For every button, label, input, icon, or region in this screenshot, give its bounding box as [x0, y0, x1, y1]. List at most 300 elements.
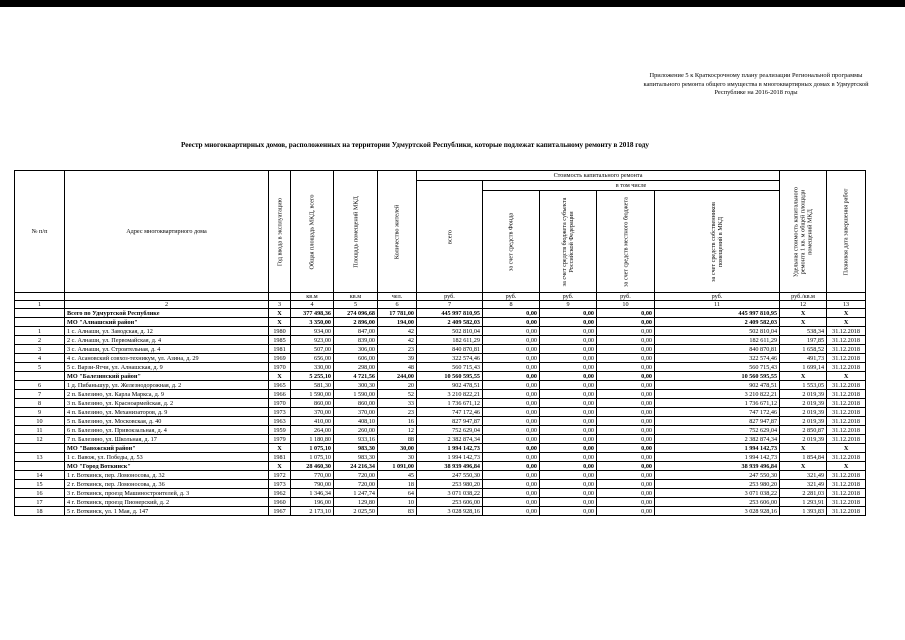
table-cell: 983,30 — [334, 453, 378, 462]
table-cell: 3 г. Воткинск, проезд Машиностроителей, д. 3 — [65, 489, 269, 498]
table-cell: 507,00 — [291, 345, 334, 354]
table-cell: 0,00 — [540, 354, 597, 363]
table-cell: 38 939 496,84 — [655, 462, 780, 471]
table-cell: X — [780, 462, 827, 471]
table-cell: 0,00 — [483, 354, 540, 363]
table-cell: 48 — [378, 363, 417, 372]
header-cost-group: Стоимость капитального ремонта — [417, 171, 780, 181]
table-row — [15, 498, 866, 507]
table-cell: 298,00 — [334, 363, 378, 372]
table-row — [15, 399, 866, 408]
table-cell: 0,00 — [597, 507, 655, 516]
table-cell: X — [269, 309, 291, 318]
table-cell: 0,00 — [483, 489, 540, 498]
unit-cell: чел. — [378, 293, 417, 301]
table-cell: 445 997 810,95 — [417, 309, 483, 318]
unit-cell: руб. — [655, 293, 780, 301]
table-cell: 0,00 — [540, 390, 597, 399]
table-cell: 4 п. Балезино, ул. Механизаторов, д. 9 — [65, 408, 269, 417]
table-cell: 31.12.2018 — [827, 417, 866, 426]
table-cell: 15 — [15, 480, 65, 489]
table-cell: 1985 — [269, 336, 291, 345]
table-cell: 11 — [15, 426, 65, 435]
table-cell: 0,00 — [540, 426, 597, 435]
table-cell: 253 980,20 — [655, 480, 780, 489]
table-row — [15, 489, 866, 498]
table-row — [15, 426, 866, 435]
header-owners: за счет средств собственников помещений в МКД — [655, 191, 780, 293]
table-row — [15, 417, 866, 426]
table-cell: 934,00 — [291, 327, 334, 336]
table-cell: 840 870,81 — [655, 345, 780, 354]
table-cell: 0,00 — [540, 498, 597, 507]
table-cell: 1 553,05 — [780, 381, 827, 390]
unit-cell — [15, 293, 65, 301]
table-cell: 2 — [15, 336, 65, 345]
table-cell: 0,00 — [540, 399, 597, 408]
table-cell: 0,00 — [597, 435, 655, 444]
table-cell: 1 699,14 — [780, 363, 827, 372]
table-cell: 0,00 — [483, 309, 540, 318]
table-cell: 370,00 — [334, 408, 378, 417]
table-cell: 606,00 — [334, 354, 378, 363]
table-cell: X — [827, 309, 866, 318]
table-cell — [15, 462, 65, 471]
table-cell — [15, 444, 65, 453]
table-cell: 2 с. Алнаши, ул. Первомайская, д. 4 — [65, 336, 269, 345]
table-cell: X — [269, 372, 291, 381]
table-cell: 3 071 038,22 — [417, 489, 483, 498]
table-cell: 322 574,46 — [655, 354, 780, 363]
table-cell: 8 — [15, 399, 65, 408]
table-cell: 6 п. Балезино, ул. Привокзальная, д. 4 — [65, 426, 269, 435]
header-year: Год ввода в эксплуатацию — [269, 171, 291, 293]
table-cell: МО "Балезинский район" — [65, 372, 269, 381]
table-cell: 1981 — [269, 345, 291, 354]
table-cell: 0,00 — [597, 480, 655, 489]
table-cell: 0,00 — [597, 363, 655, 372]
table-cell — [15, 309, 65, 318]
table-cell: 0,00 — [483, 507, 540, 516]
column-number-cell: 13 — [827, 301, 866, 309]
table-row — [15, 435, 866, 444]
table-cell: X — [780, 309, 827, 318]
table-cell: 0,00 — [597, 354, 655, 363]
table-cell: 31.12.2018 — [827, 408, 866, 417]
column-number-cell: 8 — [483, 301, 540, 309]
table-cell: 1 994 142,73 — [417, 453, 483, 462]
table-cell: 1 075,10 — [291, 453, 334, 462]
table-cell: 2 409 582,03 — [655, 318, 780, 327]
table-cell: 0,00 — [597, 444, 655, 453]
table-cell: 0,00 — [597, 336, 655, 345]
table-cell: X — [269, 444, 291, 453]
table-cell: 23 — [378, 345, 417, 354]
table-cell: 0,00 — [483, 435, 540, 444]
table-cell: 0,00 — [540, 417, 597, 426]
table-cell: 0,00 — [483, 453, 540, 462]
table-cell: 0,00 — [483, 336, 540, 345]
table-cell: 1 590,00 — [334, 390, 378, 399]
table-cell: 4 г. Воткинск, проезд Пионерский, д. 2 — [65, 498, 269, 507]
table-cell: 0,00 — [540, 309, 597, 318]
table-cell: 5 с. Варзи-Ятчи, ул. Алнашская, д. 9 — [65, 363, 269, 372]
table-cell: 0,00 — [597, 498, 655, 507]
table-cell: 0,00 — [483, 480, 540, 489]
table-cell: 253 980,20 — [417, 480, 483, 489]
table-cell: 933,16 — [334, 435, 378, 444]
table-cell: 1960 — [269, 498, 291, 507]
table-cell: 860,00 — [291, 399, 334, 408]
annex-note: Приложение 5 к Краткосрочному плану реализации Региональной программы капитального ремонта общего имущества в многоквартирных домах в Удмуртской Республике на 2016-2018 годы — [643, 72, 869, 97]
table-cell: 244,00 — [378, 372, 417, 381]
table-cell: 0,00 — [597, 309, 655, 318]
table-cell: 0,00 — [597, 345, 655, 354]
header-residents: Количество жителей — [378, 171, 417, 293]
table-cell: 274 096,68 — [334, 309, 378, 318]
unit-cell: кв.м — [291, 293, 334, 301]
table-cell: 1 994 142,73 — [417, 444, 483, 453]
unit-cell: руб. — [597, 293, 655, 301]
table-cell: 2 019,39 — [780, 435, 827, 444]
table-cell: 31.12.2018 — [827, 453, 866, 462]
table-cell: 4 с. Асановский совхоз-техникум, ул. Азина, д. 29 — [65, 354, 269, 363]
table-cell: 12 — [15, 435, 65, 444]
register-table — [14, 170, 866, 516]
table-cell: 0,00 — [597, 408, 655, 417]
table-cell: 31.12.2018 — [827, 471, 866, 480]
table-cell: 2 г. Воткинск, пер. Ломоносова, д. 36 — [65, 480, 269, 489]
table-cell: 42 — [378, 336, 417, 345]
table-cell: 182 611,29 — [655, 336, 780, 345]
table-cell: 33 — [378, 399, 417, 408]
table-cell: 0,00 — [597, 381, 655, 390]
table-cell: 752 629,04 — [655, 426, 780, 435]
unit-cell — [827, 293, 866, 301]
table-cell: 827 947,87 — [655, 417, 780, 426]
table-cell: 902 478,51 — [655, 381, 780, 390]
unit-cell: кв.м — [334, 293, 378, 301]
table-cell: 42 — [378, 327, 417, 336]
table-cell: 0,00 — [540, 462, 597, 471]
table-cell: 30 — [378, 453, 417, 462]
table-cell: 747 172,46 — [655, 408, 780, 417]
table-cell: 790,00 — [291, 480, 334, 489]
table-cell: X — [780, 318, 827, 327]
table-cell: 2 025,50 — [334, 507, 378, 516]
table-cell: 16 — [378, 417, 417, 426]
table-cell: 1962 — [269, 489, 291, 498]
table-cell: 39 — [378, 354, 417, 363]
table-cell: 2 019,39 — [780, 390, 827, 399]
table-cell: 330,00 — [291, 363, 334, 372]
table-cell: 88 — [378, 435, 417, 444]
table-cell: 0,00 — [483, 471, 540, 480]
table-cell: 581,30 — [291, 381, 334, 390]
header-deadline: Плановая дата завершения работ — [827, 171, 866, 293]
column-number-cell: 3 — [269, 301, 291, 309]
table-cell: 770,00 — [291, 471, 334, 480]
table-cell: 17 781,00 — [378, 309, 417, 318]
table-cell: 31.12.2018 — [827, 363, 866, 372]
table-cell: 17 — [15, 498, 65, 507]
table-cell: 840 870,81 — [417, 345, 483, 354]
table-cell: 306,00 — [334, 345, 378, 354]
municipality-row — [15, 462, 866, 471]
table-cell: 1965 — [269, 381, 291, 390]
table-cell: X — [780, 372, 827, 381]
table-row — [15, 345, 866, 354]
table-cell: 264,00 — [291, 426, 334, 435]
municipality-row — [15, 372, 866, 381]
table-cell: 1963 — [269, 417, 291, 426]
header-unit-cost: Удельная стоимость капитального ремонта 1 кв. м общей площади помещений МКД — [780, 171, 827, 293]
table-cell: 860,00 — [334, 399, 378, 408]
table-cell: 14 — [15, 471, 65, 480]
table-cell: 0,00 — [540, 408, 597, 417]
table-cell: 16 — [15, 489, 65, 498]
table-cell: 0,00 — [540, 480, 597, 489]
table-cell: 253 606,00 — [655, 498, 780, 507]
table-cell: 4 721,56 — [334, 372, 378, 381]
table-cell: 31.12.2018 — [827, 507, 866, 516]
table-cell: 1973 — [269, 408, 291, 417]
table-cell: 0,00 — [483, 444, 540, 453]
table-cell: 31.12.2018 — [827, 327, 866, 336]
table-cell: 0,00 — [540, 336, 597, 345]
table-cell: X — [827, 444, 866, 453]
table-row — [15, 480, 866, 489]
table-cell: X — [269, 462, 291, 471]
table-cell: 13 — [15, 453, 65, 462]
table-cell: 3 028 928,16 — [655, 507, 780, 516]
table-cell: 38 939 496,84 — [417, 462, 483, 471]
header-premises-area: Площадь помещений МКД — [334, 171, 378, 293]
table-cell: 560 715,43 — [655, 363, 780, 372]
table-cell: 3 028 928,16 — [417, 507, 483, 516]
table-cell: 0,00 — [540, 489, 597, 498]
table-row — [15, 327, 866, 336]
unit-cell — [65, 293, 269, 301]
table-cell: 247 550,30 — [655, 471, 780, 480]
column-number-cell: 2 — [65, 301, 269, 309]
table-cell: 194,00 — [378, 318, 417, 327]
table-cell: 2 409 582,03 — [417, 318, 483, 327]
table-cell: 0,00 — [540, 372, 597, 381]
table-cell: 20 — [378, 381, 417, 390]
column-number-cell: 10 — [597, 301, 655, 309]
units-row — [15, 293, 866, 301]
column-number-cell: 11 — [655, 301, 780, 309]
table-cell: X — [827, 462, 866, 471]
table-row — [15, 381, 866, 390]
municipality-row — [15, 318, 866, 327]
table-cell: 1 854,84 — [780, 453, 827, 462]
table-cell: 321,49 — [780, 480, 827, 489]
table-cell: 0,00 — [597, 318, 655, 327]
table-cell: 370,00 — [291, 408, 334, 417]
table-cell: 0,00 — [540, 507, 597, 516]
table-cell — [15, 372, 65, 381]
table-cell: 5 п. Балезино, ул. Московская, д. 40 — [65, 417, 269, 426]
table-cell: 1 091,00 — [378, 462, 417, 471]
table-cell: 1 994 142,73 — [655, 444, 780, 453]
unit-cell — [269, 293, 291, 301]
table-cell: 747 172,46 — [417, 408, 483, 417]
table-cell: 2 281,03 — [780, 489, 827, 498]
header-local-budget: за счет средств местного бюджета — [597, 191, 655, 293]
table-cell: X — [827, 318, 866, 327]
table-cell: 24 216,34 — [334, 462, 378, 471]
table-cell: 1 293,91 — [780, 498, 827, 507]
table-cell: 2 382 874,34 — [417, 435, 483, 444]
table-cell: 2 173,10 — [291, 507, 334, 516]
table-cell: 31.12.2018 — [827, 345, 866, 354]
table-cell: 0,00 — [540, 318, 597, 327]
unit-cell: руб. — [540, 293, 597, 301]
document-title: Реестр многоквартирных домов, расположенных на территории Удмуртской Республики, которые подлежат капитальному ремонту в 2018 году — [180, 141, 650, 149]
table-cell: 31.12.2018 — [827, 354, 866, 363]
table-cell: 0,00 — [483, 498, 540, 507]
table-cell: 1973 — [269, 480, 291, 489]
table-row — [15, 408, 866, 417]
table-row — [15, 354, 866, 363]
table-row — [15, 390, 866, 399]
table-cell: 1959 — [269, 426, 291, 435]
table-cell: 18 — [378, 480, 417, 489]
header-num: № п/п — [15, 171, 65, 293]
table-cell: 1 346,34 — [291, 489, 334, 498]
table-cell: 1 с. Алнаши, ул. Заводская, д. 12 — [65, 327, 269, 336]
column-numbers-row — [15, 301, 866, 309]
table-cell: 0,00 — [540, 381, 597, 390]
table-cell: 31.12.2018 — [827, 390, 866, 399]
table-cell: 1966 — [269, 390, 291, 399]
table-cell: 1 д. Пибаньшур, ул. Железнодорожная, д. 2 — [65, 381, 269, 390]
table-cell: 31.12.2018 — [827, 489, 866, 498]
table-cell: 0,00 — [483, 381, 540, 390]
table-cell: 2 019,39 — [780, 408, 827, 417]
table-cell: 31.12.2018 — [827, 426, 866, 435]
scan-top-edge — [0, 0, 905, 7]
table-cell: 0,00 — [483, 345, 540, 354]
table-cell: 408,10 — [334, 417, 378, 426]
table-cell: МО "Вавожский район" — [65, 444, 269, 453]
table-cell: 7 п. Балезино, ул. Школьная, д. 17 — [65, 435, 269, 444]
column-number-cell: 12 — [780, 301, 827, 309]
table-cell: 7 — [15, 390, 65, 399]
table-cell: 0,00 — [597, 426, 655, 435]
table-cell: 10 560 595,55 — [655, 372, 780, 381]
table-cell: 0,00 — [597, 462, 655, 471]
column-number-cell: 1 — [15, 301, 65, 309]
table-cell: 0,00 — [540, 345, 597, 354]
table-cell: 0,00 — [483, 363, 540, 372]
table-cell: 656,00 — [291, 354, 334, 363]
table-cell: 1 590,00 — [291, 390, 334, 399]
table-cell: X — [269, 318, 291, 327]
table-cell: 6 — [15, 381, 65, 390]
table-cell: МО "Алнашский район" — [65, 318, 269, 327]
table-cell: 2 850,87 — [780, 426, 827, 435]
table-cell: Всего по Удмуртской Республике — [65, 309, 269, 318]
table-cell: 491,73 — [780, 354, 827, 363]
table-cell: 1 994 142,73 — [655, 453, 780, 462]
table-cell: 182 611,29 — [417, 336, 483, 345]
table-cell: 2 019,39 — [780, 417, 827, 426]
unit-cell: руб. — [483, 293, 540, 301]
column-number-cell: 4 — [291, 301, 334, 309]
table-cell: 0,00 — [483, 408, 540, 417]
table-cell: 1 075,10 — [291, 444, 334, 453]
table-cell: 502 810,04 — [655, 327, 780, 336]
table-cell: X — [827, 372, 866, 381]
table-cell: 10 — [15, 417, 65, 426]
table-cell: 0,00 — [540, 435, 597, 444]
table-cell: 83 — [378, 507, 417, 516]
header-total-area: Общая площадь МКД, всего — [291, 171, 334, 293]
table-cell: 247 550,30 — [417, 471, 483, 480]
table-cell: 12 — [378, 426, 417, 435]
table-cell: 923,00 — [291, 336, 334, 345]
table-cell: 4 — [15, 354, 65, 363]
table-cell: 2 п. Балезино, ул. Карла Маркса, д. 9 — [65, 390, 269, 399]
table-cell: 0,00 — [483, 462, 540, 471]
column-number-cell: 7 — [417, 301, 483, 309]
table-cell: 10 560 595,55 — [417, 372, 483, 381]
table-cell: 0,00 — [483, 327, 540, 336]
table-cell: 52 — [378, 390, 417, 399]
table-cell: 983,30 — [334, 444, 378, 453]
table-cell: 410,00 — [291, 417, 334, 426]
table-cell: 3 350,00 — [291, 318, 334, 327]
table-cell: 0,00 — [597, 417, 655, 426]
table-cell: 30,00 — [378, 444, 417, 453]
table-cell: 300,30 — [334, 381, 378, 390]
table-cell: 31.12.2018 — [827, 480, 866, 489]
table-cell: 2 382 874,34 — [655, 435, 780, 444]
table-cell: 839,00 — [334, 336, 378, 345]
table-cell: 1 658,52 — [780, 345, 827, 354]
table-cell: 1972 — [269, 471, 291, 480]
table-cell: 720,00 — [334, 480, 378, 489]
table-cell: 1970 — [269, 363, 291, 372]
table-cell: 502 810,04 — [417, 327, 483, 336]
table-cell: 0,00 — [540, 327, 597, 336]
table-cell: 5 255,10 — [291, 372, 334, 381]
table-cell: 31.12.2018 — [827, 435, 866, 444]
total-row — [15, 309, 866, 318]
table-cell: 321,49 — [780, 471, 827, 480]
table-cell — [15, 318, 65, 327]
table-cell: 0,00 — [540, 453, 597, 462]
table-cell: 31.12.2018 — [827, 381, 866, 390]
table-cell: 5 г. Воткинск, ул. 1 Мая, д. 147 — [65, 507, 269, 516]
table-cell: 0,00 — [483, 372, 540, 381]
table-cell: 9 — [15, 408, 65, 417]
table-cell: 2 896,00 — [334, 318, 378, 327]
table-cell: 0,00 — [597, 327, 655, 336]
header-total: всего — [417, 181, 483, 293]
municipality-row — [15, 444, 866, 453]
table-cell: 847,00 — [334, 327, 378, 336]
table-cell: 2 019,39 — [780, 399, 827, 408]
table-cell: 31.12.2018 — [827, 498, 866, 507]
table-cell: 3 210 822,21 — [655, 390, 780, 399]
table-cell: 0,00 — [483, 390, 540, 399]
header-fund: за счет средств Фонда — [483, 191, 540, 293]
header-subject-budget: за счет средств бюджета субъекта Российской Федерации — [540, 191, 597, 293]
